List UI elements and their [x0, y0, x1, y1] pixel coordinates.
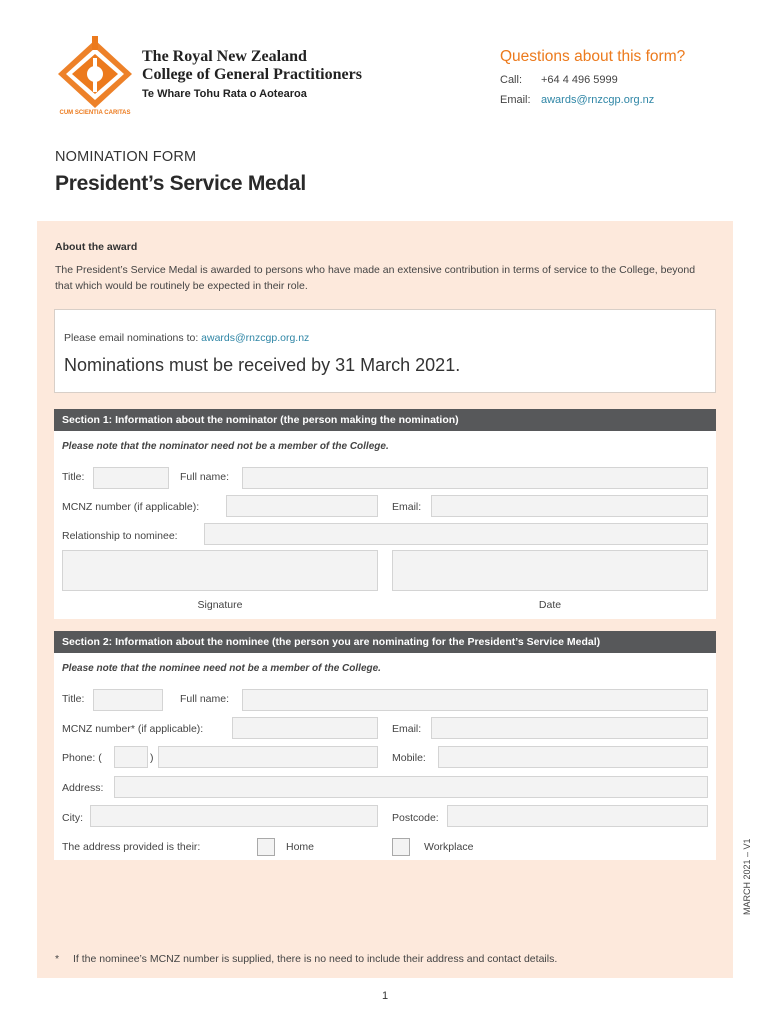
phone-paren-close: ): [150, 752, 154, 764]
call-value: +64 4 496 5999: [541, 74, 618, 86]
logo-motto: CUM SCIENTIA CARITAS: [59, 110, 131, 116]
deadline-text: Nominations must be received by 31 March 2021.: [64, 355, 461, 375]
postcode-label: Postcode:: [392, 812, 439, 824]
nominee-fullname-input[interactable]: [242, 689, 708, 711]
footnote: [55, 953, 558, 965]
phone-area-code-input[interactable]: [114, 746, 148, 768]
nominee-mcnz-label: MCNZ number* (if applicable):: [62, 723, 204, 735]
notice-email-prefix: Please email nominations to:: [64, 332, 199, 344]
contact-email: [500, 94, 655, 106]
org-name-line2: College of General Practitioners: [142, 66, 362, 83]
org-name-line1: The Royal New Zealand: [142, 48, 307, 65]
workplace-label: Workplace: [424, 841, 474, 853]
nominator-title-label: Title:: [62, 471, 85, 483]
org-name: [142, 48, 362, 84]
address-type-label: The address provided is their:: [62, 841, 201, 853]
college-logo: [52, 34, 138, 118]
date-caption: Date: [538, 599, 562, 611]
nominator-mcnz-input[interactable]: [226, 495, 378, 517]
home-label: Home: [286, 841, 315, 853]
nominee-fullname-label: Full name:: [180, 693, 230, 705]
postcode-input[interactable]: [447, 805, 708, 827]
section2-note: Please note that the nominee need not be a member of the College.: [62, 663, 381, 674]
phone-number-input[interactable]: [158, 746, 378, 768]
nominator-fullname-label: Full name:: [180, 471, 230, 483]
submission-notice: [54, 309, 716, 393]
nominator-mcnz-label: MCNZ number (if applicable):: [62, 501, 200, 513]
nominator-email-input[interactable]: [431, 495, 708, 517]
notice-email-line: [64, 332, 309, 344]
org-name-maori: Te Whare Tohu Rata o Aotearoa: [142, 88, 307, 100]
city-label: City:: [62, 812, 83, 824]
call-label: Call:: [500, 74, 523, 86]
section1-note: Please note that the nominator need not be a member of the College.: [62, 441, 389, 452]
notice-email-link[interactable]: awards@rnzcgp.org.nz: [201, 332, 310, 344]
nominator-title-input[interactable]: [93, 467, 169, 489]
signature-field[interactable]: [62, 550, 378, 591]
version-label: MARCH 2021 – V1: [742, 838, 752, 915]
nominee-email-input[interactable]: [431, 717, 708, 739]
address-input[interactable]: [114, 776, 708, 798]
workplace-checkbox[interactable]: [392, 838, 410, 856]
contact-call: [500, 74, 618, 86]
email-label: Email:: [500, 94, 531, 106]
home-checkbox[interactable]: [257, 838, 275, 856]
section-nominee: [54, 631, 716, 860]
phone-label: Phone: (: [62, 752, 102, 764]
nominator-fullname-input[interactable]: [242, 467, 708, 489]
form-title: President’s Service Medal: [55, 172, 306, 195]
section2-title: Section 2: Information about the nominee (the person you are nominating for the President’s Service Medal): [54, 631, 716, 653]
contact-title: Questions about this form?: [500, 48, 686, 65]
date-field[interactable]: [392, 550, 708, 591]
footnote-text: If the nominee’s MCNZ number is supplied, there is no need to include their address and contact details.: [73, 953, 558, 965]
nominee-title-label: Title:: [62, 693, 85, 705]
footnote-mark: *: [55, 953, 60, 965]
page-number: 1: [381, 990, 389, 1002]
form-kicker: NOMINATION FORM: [55, 149, 197, 165]
nominator-email-label: Email:: [392, 501, 422, 513]
section-nominator: [54, 409, 716, 619]
address-label: Address:: [62, 782, 104, 794]
contact-email-link[interactable]: awards@rnzcgp.org.nz: [541, 94, 655, 106]
section1-title: Section 1: Information about the nominator (the person making the nomination): [54, 409, 716, 431]
relationship-input[interactable]: [204, 523, 708, 545]
nominee-email-label: Email:: [392, 723, 422, 735]
about-heading: About the award: [55, 241, 138, 253]
nominee-title-input[interactable]: [93, 689, 163, 711]
mobile-input[interactable]: [438, 746, 708, 768]
relationship-label: Relationship to nominee:: [62, 530, 178, 542]
nominee-mcnz-input[interactable]: [232, 717, 378, 739]
signature-caption: Signature: [197, 599, 243, 611]
mobile-label: Mobile:: [392, 752, 426, 764]
about-text: The President’s Service Medal is awarded to persons who have made an extensive contribution in terms of service to the College, beyond that which would be routinely be expected in their role.: [55, 264, 696, 292]
city-input[interactable]: [90, 805, 378, 827]
